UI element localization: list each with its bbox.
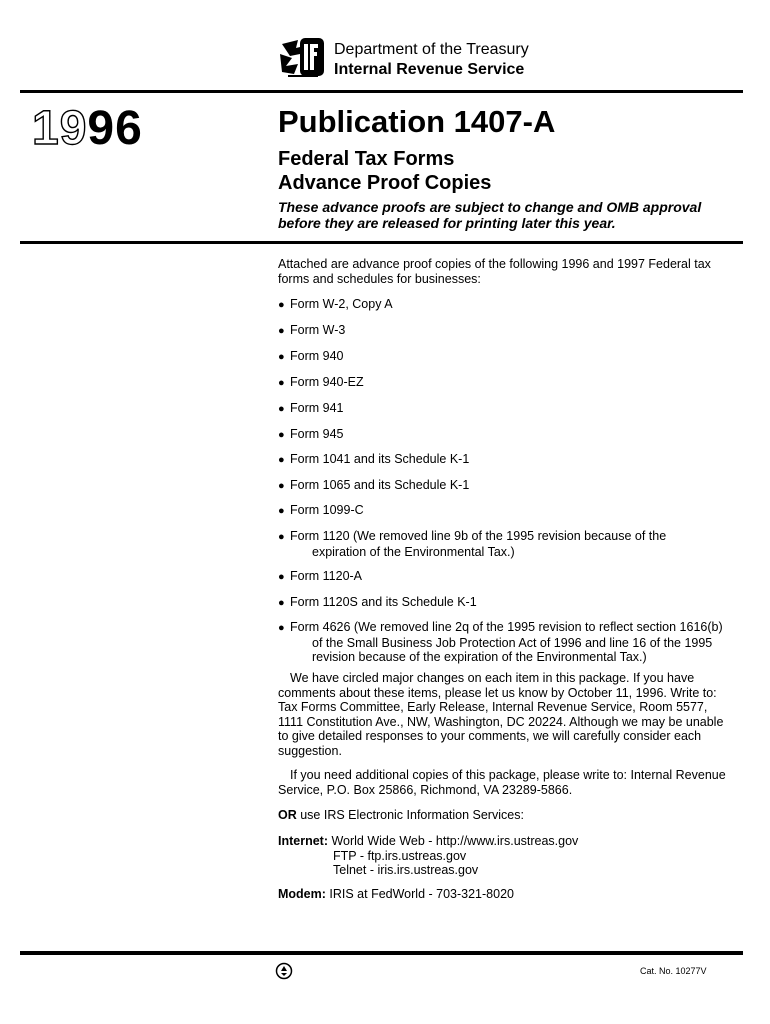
modem-line: [278, 887, 730, 902]
internet-www: World Wide Web - http://www.irs.ustreas.gov: [328, 834, 579, 848]
list-item-continuation: of the Small Business Job Protection Act of 1996 and line 16 of the 1995 revision because of the expiration of the Environmental Tax.): [312, 635, 713, 664]
bullet-icon: ●: [278, 429, 285, 441]
list-item: [278, 375, 738, 391]
list-item: [278, 349, 738, 365]
list-item: [278, 452, 738, 468]
bullet-icon: ●: [278, 377, 285, 389]
list-item-text: Form 945: [290, 427, 344, 441]
bullet-icon: ●: [278, 531, 285, 543]
department-name: Department of the Treasury: [334, 41, 529, 58]
list-item-text: Form 1065 and its Schedule K-1: [290, 478, 470, 492]
modem-text: IRIS at FedWorld - 703-321-8020: [325, 887, 514, 901]
publication-title: Publication 1407-A: [278, 104, 556, 139]
list-item: [278, 595, 738, 611]
year-label: [32, 102, 143, 156]
internet-label: Internet:: [278, 834, 328, 848]
bullet-icon: ●: [278, 480, 285, 492]
bullet-icon: ●: [278, 325, 285, 337]
approval-notice: These advance proofs are subject to change and OMB approval before they are released for printing later this year.: [278, 199, 702, 231]
copies-paragraph: If you need additional copies of this package, please write to: Internal Revenue Service, P.O. Box 25866, Richmond, VA 23289-5866.: [278, 768, 726, 797]
internet-telnet: Telnet - iris.irs.ustreas.gov: [333, 863, 479, 877]
year-outline-part: 19: [32, 102, 88, 155]
list-item-text: Form 4626 (We removed line 2q of the 1995 revision to reflect section 1616(b): [290, 620, 723, 634]
or-label: OR: [278, 808, 297, 822]
catalog-number: Cat. No. 10277V: [640, 966, 707, 976]
list-item-text: Form 940: [290, 349, 344, 363]
bottom-rule: [20, 951, 743, 955]
list-item-continuation: expiration of the Environmental Tax.): [312, 544, 515, 559]
comments-paragraph: We have circled major changes on each item in this package. If you have comments about these items, please let us know by October 11, 1996. Write to: Tax Forms Committee, Early Release, Internal Revenue Service, Room 5577, 1111 Constitution Ave., NW, Washington, DC 20224. Although we may be unable to give detailed responses to your comments, we will carefully consider each suggestion.: [278, 671, 724, 758]
modem-label: Modem:: [278, 887, 326, 901]
recycle-icon: [275, 962, 293, 980]
subtitle-line-1: Federal Tax Forms: [278, 148, 455, 170]
bullet-icon: ●: [278, 571, 285, 583]
internet-ftp: FTP - ftp.irs.ustreas.gov: [333, 848, 467, 863]
list-item-text: Form W-3: [290, 323, 346, 337]
bullet-icon: ●: [278, 622, 285, 634]
list-item: [278, 478, 738, 494]
bullet-icon: ●: [278, 505, 285, 517]
list-item: [278, 297, 738, 313]
list-item: [278, 503, 738, 519]
internet-block: [278, 834, 730, 878]
subtitle-line-2: Advance Proof Copies: [278, 172, 492, 194]
list-item: [278, 401, 738, 417]
agency-name: Internal Revenue Service: [334, 61, 525, 78]
list-item: [278, 620, 728, 665]
irs-eagle-logo-icon: [276, 36, 328, 80]
list-item: [278, 427, 738, 443]
list-item-text: Form 1120 (We removed line 9b of the 1995 revision because of the: [290, 529, 667, 543]
bullet-icon: ●: [278, 454, 285, 466]
list-item-text: Form 1041 and its Schedule K-1: [290, 452, 470, 466]
bullet-icon: ●: [278, 597, 285, 609]
bullet-icon: ●: [278, 299, 285, 311]
or-text: use IRS Electronic Information Services:: [296, 808, 524, 822]
top-rule: [20, 90, 743, 93]
bullet-icon: ●: [278, 403, 285, 415]
eis-line: [278, 808, 730, 823]
middle-rule: [20, 241, 743, 244]
list-item-text: Form 1099-C: [290, 503, 364, 517]
list-item: [278, 569, 738, 585]
list-item-text: Form 1120-A: [290, 569, 363, 583]
bullet-icon: ●: [278, 351, 285, 363]
list-item: [278, 323, 738, 339]
year-solid-part: 96: [87, 102, 143, 155]
list-item: [278, 529, 738, 559]
list-item-text: Form 941: [290, 401, 344, 415]
list-item-text: Form 940-EZ: [290, 375, 364, 389]
list-item-text: Form W-2, Copy A: [290, 297, 393, 311]
list-item-text: Form 1120S and its Schedule K-1: [290, 595, 477, 609]
intro-paragraph: Attached are advance proof copies of the following 1996 and 1997 Federal tax forms and schedules for businesses:: [278, 257, 711, 286]
